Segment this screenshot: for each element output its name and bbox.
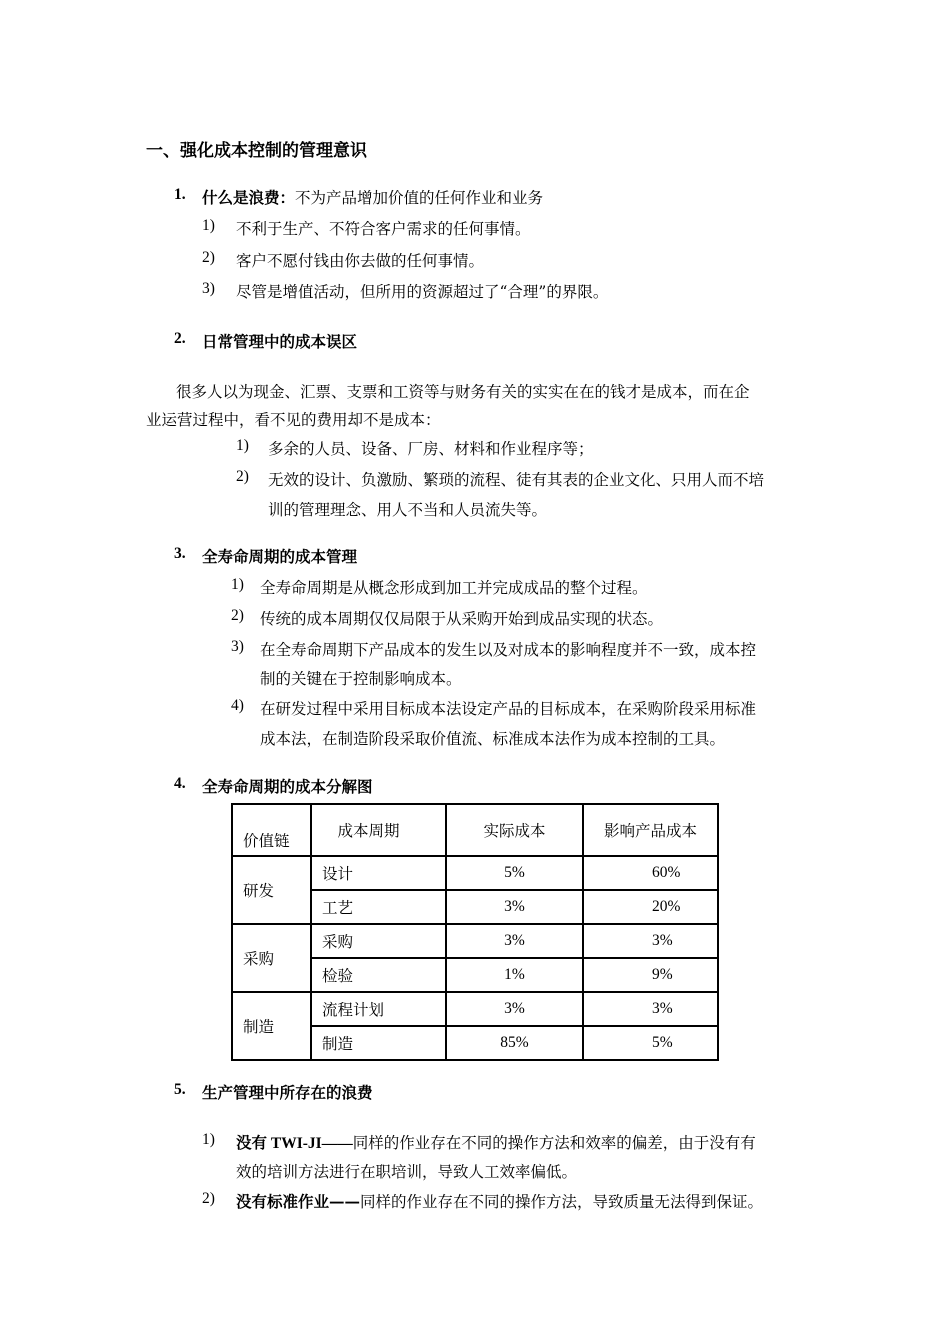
table-cell: 3% [446,890,583,924]
table-cell: 3% [583,924,718,958]
sub-number: 1) [202,1131,215,1148]
item-heading: 全寿命周期的成本管理 [202,547,358,566]
sub-text: 全寿命周期是从概念形成到加工并完成成品的整个过程。 [260,579,648,597]
sub-text: 客户不愿付钱由你去做的任何事情。 [236,252,485,270]
sub-number: 3) [231,638,244,655]
table-cell: 9% [583,958,718,992]
item-number: 4. [174,775,186,792]
table-row [232,856,718,890]
sub-text: 效的培训方法进行在职培训，导致人工效率偏低。 [236,1163,578,1181]
sub-number: 3) [202,280,215,297]
sub-text: 训的管理理念、用人不当和人员流失等。 [268,501,548,519]
table-cell: 1% [446,958,583,992]
sub-text: 在全寿命周期下产品成本的发生以及对成本的影响程度并不一致，成本控 [260,641,757,659]
item-number: 2. [174,330,186,347]
table-cell: 工艺 [311,890,446,924]
sub-text: 传统的成本周期仅仅局限于从采购开始到成品实现的状态。 [260,610,664,628]
group-cell: 研发 [232,856,311,924]
table-cell: 5% [446,856,583,890]
sub-text: 无效的设计、负激励、繁琐的流程、徒有其表的企业文化、只用人而不培 [268,471,765,489]
sub-number: 4) [231,697,244,714]
sub-text-bold: 没有标准作业—— [236,1192,361,1211]
group-cell: 采购 [232,924,311,992]
sub-text [236,1190,763,1212]
sub-number: 1) [236,437,249,454]
cost-breakdown-table [231,803,719,1061]
sub-text [236,1131,756,1153]
table-cell: 20% [583,890,718,924]
table-cell: 检验 [311,958,446,992]
sub-number: 2) [202,249,215,266]
table-cell: 60% [583,856,718,890]
sub-number: 1) [202,217,215,234]
table-header: 价值链 [232,804,311,856]
item-heading: 生产管理中所存在的浪费 [202,1083,373,1102]
table-cell: 制造 [311,1026,446,1060]
sub-text: 不利于生产、不符合客户需求的任何事情。 [236,220,531,238]
table-header: 影响产品成本 [583,804,718,856]
sub-number: 2) [236,468,249,485]
item-heading-bold: 什么是浪费： [202,188,296,207]
item-number: 1. [174,186,186,203]
sub-text: 制的关键在于控制影响成本。 [260,670,462,688]
sub-text-body: 同样的作业存在不同的操作方法和效率的偏差，由于没有有 [352,1134,756,1152]
sub-text-bold: 没有 TWI-JI—— [236,1135,353,1152]
sub-text: 成本法，在制造阶段采取价值流、标准成本法作为成本控制的工具。 [260,730,726,748]
table-header: 实际成本 [446,804,583,856]
table-header: 成本周期 [311,804,446,856]
table-cell: 5% [583,1026,718,1060]
paragraph-line: 很多人以为现金、汇票、支票和工资等与财务有关的实实在在的钱才是成本，而在企 [176,383,750,401]
item-heading: 全寿命周期的成本分解图 [202,777,373,796]
table-cell: 3% [446,924,583,958]
table-cell: 采购 [311,924,446,958]
item-number: 3. [174,545,186,562]
sub-number: 2) [202,1190,215,1207]
sub-text-body: 同样的作业存在不同的操作方法，导致质量无法得到保证。 [360,1193,764,1211]
sub-number: 2) [231,607,244,624]
sub-text: 多余的人员、设备、厂房、材料和作业程序等； [268,440,594,458]
table-cell: 85% [446,1026,583,1060]
table-cell: 流程计划 [311,992,446,1026]
paragraph-line: 业运营过程中，看不见的费用却不是成本： [146,411,441,429]
sub-text: 尽管是增值活动，但所用的资源超过了“合理”的界限。 [236,283,609,301]
item-heading: 日常管理中的成本误区 [202,332,358,351]
item-heading-text: 不为产品增加价值的任何作业和业务 [295,189,544,207]
group-cell: 制造 [232,992,311,1060]
item-number: 5. [174,1081,186,1098]
item-heading [202,186,543,208]
table-cell: 3% [446,992,583,1026]
section-title: 一、强化成本控制的管理意识 [146,141,367,161]
sub-text: 在研发过程中采用目标成本法设定产品的目标成本，在采购阶段采用标准 [260,700,757,718]
table-row [232,924,718,958]
table-cell: 3% [583,992,718,1026]
sub-number: 1) [231,576,244,593]
table-cell: 设计 [311,856,446,890]
table-row [232,992,718,1026]
table-header-row [232,804,718,856]
